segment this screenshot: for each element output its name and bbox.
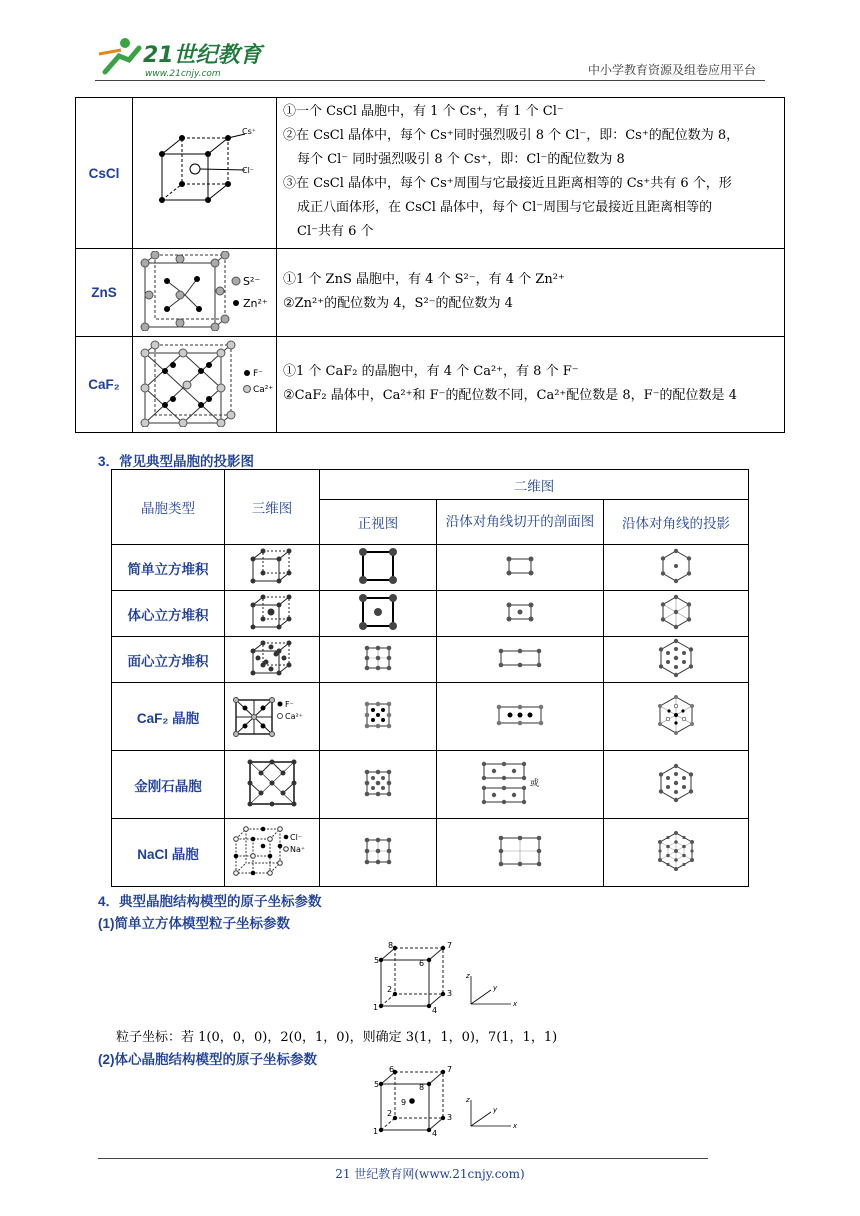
- desc-line: ②在 CsCl 晶体中，每个 Cs⁺同时强烈吸引 8 个 Cl⁻，即：Cs⁺的配位数为 8，: [283, 128, 740, 143]
- crystal-desc: [277, 337, 785, 433]
- row-label: 金刚石晶胞: [112, 751, 225, 819]
- caf2-front: [320, 683, 437, 751]
- nacl-diag-proj: [604, 819, 749, 887]
- bcc-front: [320, 591, 437, 637]
- simple-cubic-coord-figure: [365, 940, 525, 1020]
- logo-text: 21世纪教育: [143, 43, 262, 68]
- ca-label: Ca²⁺: [252, 384, 273, 395]
- table-row: [76, 337, 785, 433]
- ca-label: Ca²⁺: [285, 712, 303, 721]
- row-label: 面心立方堆积: [112, 637, 225, 683]
- desc-line: 成正八面体形，在 CsCl 晶体中，每个 Cl⁻周围与它最接近且距离相等的: [297, 200, 713, 215]
- coord-number: 5: [374, 956, 380, 965]
- table-row: [112, 591, 749, 637]
- crystal-desc: [277, 249, 785, 337]
- header-3d: 三维图: [225, 470, 320, 545]
- bcc-diag-cut: [437, 591, 604, 637]
- logo: [95, 34, 265, 80]
- f-label: F⁻: [252, 368, 263, 379]
- desc-line: ③在 CsCl 晶体中，每个 Cs⁺周围与它最接近且距离相等的 Cs⁺共有 6 个，形: [283, 176, 732, 191]
- axis-label: z: [466, 972, 470, 980]
- logo-url: www.21cnjy.com: [145, 69, 221, 79]
- coord-number: 6: [389, 1066, 395, 1074]
- table-row: [76, 98, 785, 249]
- coord-number: 8: [419, 1083, 425, 1092]
- s-label: S²⁻: [242, 274, 260, 288]
- coord-number: 5: [374, 1080, 380, 1089]
- desc-line: ②Zn²⁺的配位数为 4，S²⁻的配位数为 4: [283, 295, 513, 311]
- caf2-diag-cut: [437, 683, 604, 751]
- header-diag-proj: 沿体对角线的投影: [604, 500, 749, 545]
- coord-number: 9: [401, 1098, 407, 1107]
- diamond-diag-proj: [604, 751, 749, 819]
- runner-logo-icon: [99, 38, 139, 72]
- caf2-3d: [225, 683, 320, 751]
- axis-label: x: [513, 1122, 518, 1130]
- bcc-diag-proj: [604, 591, 749, 637]
- diamond-3d: [225, 751, 320, 819]
- row-label: 体心立方堆积: [112, 591, 225, 637]
- header-diag-cut: 沿体对角线切开的剖面图: [437, 500, 604, 545]
- na-label: Na⁺: [290, 845, 306, 854]
- caf2-diag-proj: [604, 683, 749, 751]
- coord-number: 1: [373, 1127, 379, 1136]
- cl-label: Cl⁻: [290, 833, 303, 842]
- fcc-3d: [225, 637, 320, 683]
- coordinates-text: 粒子坐标：若 1(0，0，0)，2(0，1，0)，则确定 3(1，1，0)，7(1，1，1): [116, 1030, 558, 1045]
- header-2d: 二维图: [320, 470, 749, 500]
- crystal-name: CaF₂: [76, 337, 133, 433]
- axis-label: x: [513, 1000, 518, 1008]
- nacl-3d: [225, 819, 320, 887]
- table-row: [112, 637, 749, 683]
- bcc-3d: [225, 591, 320, 637]
- table-row: [112, 819, 749, 887]
- header-rule: [95, 80, 765, 81]
- row-label: NaCl 晶胞: [112, 819, 225, 887]
- coord-number: 4: [432, 1006, 438, 1015]
- nacl-diag-cut: [437, 819, 604, 887]
- section4-sub2: (2)体心晶胞结构模型的原子坐标参数: [98, 1052, 317, 1067]
- desc-line: ①一个 CsCl 晶胞中，有 1 个 Cs⁺，有 1 个 Cl⁻: [283, 104, 564, 119]
- axes-icon: [471, 976, 511, 1004]
- desc-line: ②CaF₂ 晶体中，Ca²⁺和 F⁻的配位数不同，Ca²⁺配位数是 8，F⁻的配位数是 4: [283, 387, 737, 403]
- diamond-front: [320, 751, 437, 819]
- crystal-name: CsCl: [76, 98, 133, 249]
- desc-line: 每个 Cl⁻ 同时强烈吸引 8 个 Cs⁺，即：Cl⁻的配位数为 8: [297, 152, 625, 167]
- axis-label: y: [493, 1106, 498, 1114]
- header-type: 晶胞类型: [112, 470, 225, 545]
- coord-number: 3: [447, 989, 453, 998]
- fcc-front: [320, 637, 437, 683]
- coord-number: 8: [388, 941, 394, 950]
- coord-number: 1: [373, 1003, 379, 1012]
- coord-number: 7: [447, 1066, 453, 1074]
- caf2-figure: [133, 337, 277, 433]
- desc-line: ①1 个 ZnS 晶胞中，有 4 个 S²⁻，有 4 个 Zn²⁺: [283, 271, 565, 287]
- coord-number: 7: [447, 941, 453, 950]
- table-row: [112, 470, 749, 500]
- cs-label: Cs⁺: [241, 127, 256, 136]
- or-text: 或: [530, 779, 540, 789]
- coord-number: 2: [387, 1109, 393, 1118]
- table-row: [112, 683, 749, 751]
- nacl-front: [320, 819, 437, 887]
- axis-label: y: [493, 984, 498, 992]
- f-label: F⁻: [285, 700, 294, 709]
- row-label: CaF₂ 晶胞: [112, 683, 225, 751]
- crystal-table: [75, 97, 785, 433]
- coord-number: 2: [387, 985, 393, 994]
- axes-icon: [471, 1100, 511, 1126]
- table-row: [112, 545, 749, 591]
- axis-label: z: [466, 1096, 470, 1104]
- desc-line: Cl⁻共有 6 个: [297, 224, 374, 239]
- coord-number: 4: [432, 1129, 438, 1138]
- row-label: 简单立方堆积: [112, 545, 225, 591]
- coord-number: 3: [447, 1113, 453, 1122]
- sc-diag-cut: [437, 545, 604, 591]
- section3-title: 3．常见典型晶胞的投影图: [98, 454, 255, 469]
- cscl-figure: [133, 98, 277, 249]
- projection-table: [111, 469, 749, 887]
- desc-line: ①1 个 CaF₂ 的晶胞中，有 4 个 Ca²⁺，有 8 个 F⁻: [283, 363, 579, 379]
- sc-front: [320, 545, 437, 591]
- table-row: [112, 751, 749, 819]
- crystal-desc: [277, 98, 785, 249]
- section4-sub1: (1)简单立方体模型粒子坐标参数: [98, 916, 290, 931]
- diamond-diag-cut: [437, 751, 604, 819]
- footer-rule: [98, 1158, 708, 1159]
- platform-name: 中小学教育资源及组卷应用平台: [587, 63, 756, 77]
- zns-figure: [133, 249, 277, 337]
- header-front: 正视图: [320, 500, 437, 545]
- footer-text: 21 世纪教育网(www.21cnjy.com): [335, 1167, 525, 1181]
- sc-diag-proj: [604, 545, 749, 591]
- crystal-name: ZnS: [76, 249, 133, 337]
- zn-label: Zn²⁺: [242, 296, 268, 310]
- section4-title: 4．典型晶胞结构模型的原子坐标参数: [98, 894, 322, 909]
- bcc-coord-figure: [365, 1066, 525, 1142]
- fcc-diag-cut: [437, 637, 604, 683]
- fcc-diag-proj: [604, 637, 749, 683]
- sc-3d: [225, 545, 320, 591]
- table-row: [76, 249, 785, 337]
- coord-number: 6: [419, 959, 425, 968]
- cl-label: Cl⁻: [241, 166, 254, 175]
